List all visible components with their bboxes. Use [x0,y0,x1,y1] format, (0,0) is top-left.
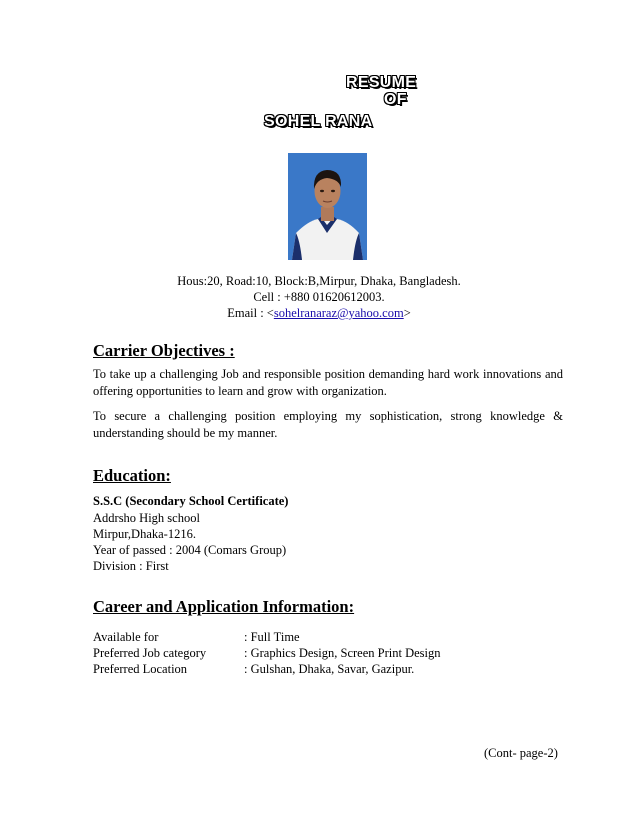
contact-email-line [0,306,638,321]
career-value-job-category: : Graphics Design, Screen Print Design [244,646,441,660]
objectives-paragraph-2: To secure a challenging position employing my sophistication, strong knowledge & understanding should be my manner. [93,409,563,440]
education-school: Addrsho High school [93,511,200,525]
email-prefix: Email : < [227,306,274,320]
career-value-available: : Full Time [244,630,300,644]
profile-photo [288,153,367,260]
career-label-available: Available for [93,630,159,644]
email-link[interactable]: sohelranaraz@yahoo.com [273,306,404,320]
objectives-paragraph-1: To take up a challenging Job and responsible position demanding hard work innovations and offering opportunities to learn and grow with organization. [93,367,563,398]
education-location: Mirpur,Dhaka-1216. [93,527,196,541]
applicant-name: SOHEL RANA [264,113,373,130]
contact-cell: Cell : +880 01620612003. [253,290,385,304]
objectives-heading: Carrier Objectives : [93,341,235,360]
education-heading: Education: [93,466,171,485]
career-heading: Career and Application Information: [93,597,355,616]
career-label-location: Preferred Location [93,662,188,676]
education-degree: S.S.C (Secondary School Certificate) [93,494,289,508]
email-suffix: > [403,306,411,320]
education-year: Year of passed : 2004 (Comars Group) [93,543,287,557]
contact-address: Hous:20, Road:10, Block:B,Mirpur, Dhaka, Bangladesh. [177,274,461,288]
career-value-location: : Gulshan, Dhaka, Savar, Gazipur. [244,662,415,676]
resume-title: RESUME [346,74,417,91]
continued-note: (Cont- page-2) [484,746,558,760]
resume-title-of: OF [384,91,407,108]
career-label-job-category: Preferred Job category [93,646,207,660]
education-division: Division : First [93,559,169,573]
